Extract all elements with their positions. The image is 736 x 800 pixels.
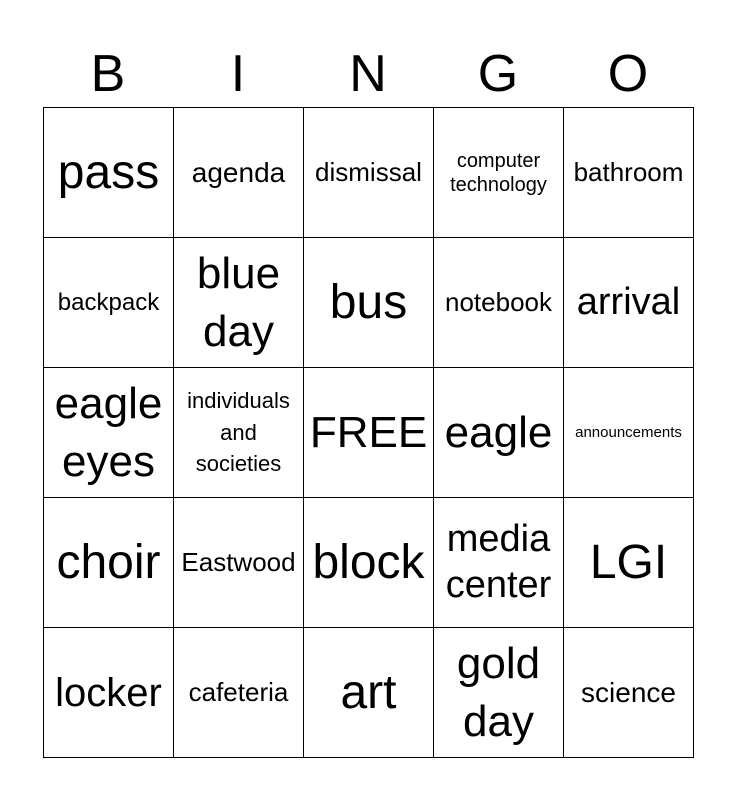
bingo-cell-r3-c5[interactable]	[564, 368, 694, 498]
bingo-cell-r5-c3[interactable]	[304, 628, 434, 758]
cell-text: backpack	[57, 288, 160, 316]
cell-text: science	[581, 676, 676, 708]
bingo-cell-r4-c4[interactable]	[434, 498, 564, 628]
bingo-cell-r2-c1[interactable]	[44, 238, 174, 368]
bingo-cell-r1-c1[interactable]	[44, 108, 174, 238]
bingo-cell-r5-c4[interactable]	[434, 628, 564, 758]
bingo-cell-r3-c2[interactable]	[174, 368, 304, 498]
cell-text: LGI	[589, 535, 668, 589]
bingo-cell-r1-c4[interactable]	[434, 108, 564, 238]
bingo-cell-r2-c5[interactable]	[564, 238, 694, 368]
cell-text: locker	[55, 670, 162, 715]
cell-text: Eastwood	[181, 547, 296, 577]
cell-text: computer technology	[450, 149, 547, 196]
cell-text: cafeteria	[188, 677, 289, 707]
bingo-cell-r1-c3[interactable]	[304, 108, 434, 238]
bingo-cell-r2-c4[interactable]	[434, 238, 564, 368]
cell-text: choir	[56, 535, 161, 589]
header-letter-i: I	[230, 45, 246, 103]
cell-text: agenda	[191, 156, 286, 188]
bingo-cell-r5-c5[interactable]	[564, 628, 694, 758]
bingo-cell-r1-c5[interactable]	[564, 108, 694, 238]
cell-text: bus	[329, 275, 408, 329]
header-letter-g: G	[477, 45, 519, 103]
bingo-cell-r4-c2[interactable]	[174, 498, 304, 628]
bingo-cell-r4-c3[interactable]	[304, 498, 434, 628]
bingo-cell-r1-c2[interactable]	[174, 108, 304, 238]
cell-text: art	[340, 665, 397, 719]
bingo-cell-r4-c1[interactable]	[44, 498, 174, 628]
bingo-header	[43, 40, 693, 108]
bingo-cell-r4-c5[interactable]	[564, 498, 694, 628]
bingo-cell-r2-c3[interactable]	[304, 238, 434, 368]
header-letter-n: N	[349, 45, 387, 103]
bingo-cell-r3-c1[interactable]	[44, 368, 174, 498]
cell-text: notebook	[445, 287, 552, 317]
cell-text: pass	[57, 145, 160, 199]
cell-text: block	[312, 535, 425, 589]
cell-text: arrival	[576, 280, 681, 323]
bingo-cell-r3-c3[interactable]	[304, 368, 434, 498]
bingo-cell-r3-c4[interactable]	[434, 368, 564, 498]
header-letter-o: O	[607, 45, 649, 103]
cell-text: gold day	[456, 639, 541, 746]
header-letter-b: B	[90, 45, 126, 103]
cell-text: bathroom	[573, 157, 684, 187]
bingo-cell-r5-c1[interactable]	[44, 628, 174, 758]
cell-text: dismissal	[315, 157, 422, 187]
cell-text: blue day	[196, 249, 281, 356]
cell-text: individuals and societies	[187, 387, 290, 477]
cell-text: eagle	[444, 407, 553, 457]
bingo-cell-r5-c2[interactable]	[174, 628, 304, 758]
cell-text: FREE	[309, 407, 428, 457]
cell-text: announcements	[575, 424, 682, 441]
bingo-grid	[43, 107, 694, 758]
cell-text: eagle eyes	[54, 379, 163, 486]
cell-text: media center	[445, 517, 552, 606]
bingo-cell-r2-c2[interactable]	[174, 238, 304, 368]
